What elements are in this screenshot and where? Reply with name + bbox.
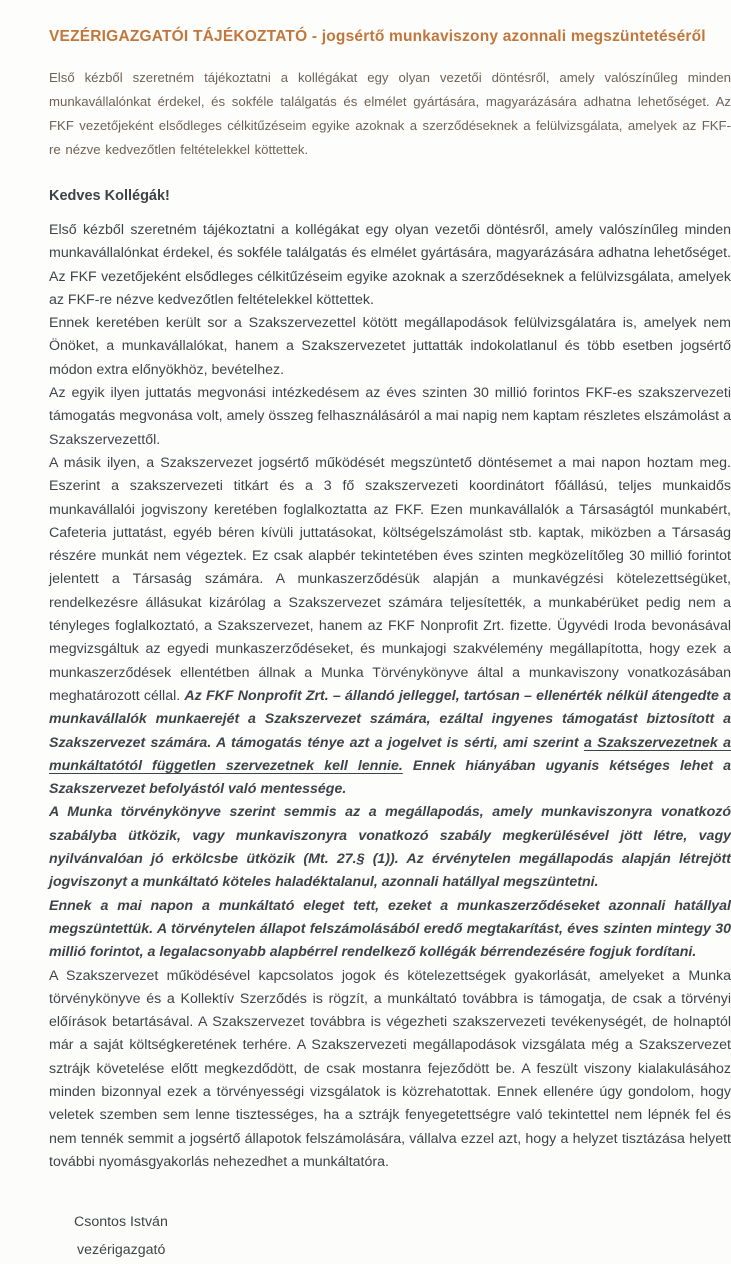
text-segment: A Munka törvénykönyve szerint semmis az a megállapodás, amely munkaviszonyra vonatkozó szabályba ütközik, vagy munkaviszonyra vonatkozó szabály megkerülésével jött létre, vagy nyilvánvalóan jó erkölcsbe ütközik (Mt. 27.§ (1)). Az érvénytelen megállapodás alapján létrejött jogviszonyt a munkáltató köteles haladéktalanul, azonnali hatállyal megszüntetni.	[49, 804, 731, 891]
lead-paragraph: Első kézből szeretném tájékoztatni a kollégákat egy olyan vezetői döntésről, amely valószínűleg minden munkavállalónkat érdekel, és sokféle találgatás és elmélet gyártására, magyarázására adhatna lehetőséget. Az FKF vezetőjeként elsődleges célkitűzéseim egyike azoknak a szerződéseknek a felülvizsgálata, amelyek az FKF-re nézve kedvezőtlen feltételekkel köttettek.	[49, 70, 731, 157]
text-segment: Az FKF Nonprofit Zrt. – állandó jelleggel, tartósan – ellenérték nélkül átengedte a munkavállalók munkaerejét a Szakszervezet számára, ezáltal ingyenes támogatást biztosított a Szakszervezet számára. A támogatás ténye azt a jogelvet is sérti, ami szerint	[49, 687, 731, 751]
text-segment: Első kézből szeretném tájékoztatni a kollégákat egy olyan vezetői döntésről, amely valószínűleg minden munkavállalónkat érdekel, és sokféle találgatás és elmélet gyártására, magyarázására adhatna lehetőséget. Az FKF vezetőjeként elsődleges célkitűzéseim egyike azoknak a szerződéseknek a felülvizsgálata, amelyek az FKF-re nézve kedvezőtlen feltételekkel köttettek.	[49, 222, 731, 308]
paragraph	[49, 965, 731, 1175]
text-segment: a Szakszervezetnek a munkáltatótól független szervezetnek kell lennie.	[49, 734, 731, 774]
paragraph	[49, 895, 731, 965]
page-title: VEZÉRIGAZGATÓI TÁJÉKOZTATÓ - jogsértő munkaviszony azonnali megszüntetéséről	[49, 28, 706, 45]
text-segment: A másik ilyen, a Szakszervezet jogsértő működését megszüntető döntésemet a mai napon hoztam meg. Eszerint a szakszervezeti titkárt és a 3 fő szakszervezeti koordinátort főállású, teljes munkaidős munkavállalói jogviszony keretében foglalkoztatta az FKF. Ezen munkavállalók a Társaságtól munkabért, Cafeteria juttatást, egyéb béren kívüli juttatásokat, költségelszámolást stb. kaptak, miközben a Társaság részére munkát nem végeztek. Ez csak alapbér tekintetében éves szinten megközelítőleg 30 millió forintot jelentett a Társaság számára. A munkaszerződésük alapján a munkavégzési kötelezettségüket, rendelkezésre állásukat kizárólag a Szakszervezet számára teljesítették, a munkabérüket pedig nem a tényleges foglalkoztató, a Szakszervezet, hanem az FKF Nonprofit Zrt. fizette. Ügyvédi Iroda bevonásával megvizsgáltuk az egyedi munkaszerződéseket, és munkajogi szakvélemény megállapította, hogy ezek a munkaszerződések ellentétben állnak a Munka Törvénykönyve által a munkaviszony vonatkozásában meghatározott céllal.	[49, 454, 731, 704]
text-segment: Az egyik ilyen juttatás megvonási intézkedésem az éves szinten 30 millió forintos FKF-es szakszervezeti támogatás megvonása volt, amely összeg felhasználásáról a mai napig nem kaptam részletes elszámolást a Szakszervezettől.	[49, 385, 731, 448]
document-body	[49, 219, 731, 1174]
paragraph	[49, 801, 731, 894]
paragraph	[49, 312, 731, 382]
signature-title: vezérigazgató	[77, 1242, 166, 1259]
greeting: Kedves Kollégák!	[49, 188, 170, 204]
text-segment: Ennek a mai napon a munkáltató eleget tett, ezeket a munkaszerződéseket azonnali hatállyal megszüntettük. A törvénytelen állapot felszámolásából eredő megtakarítást, éves szinten mintegy 30 millió forintot, a legalacsonyabb alapbérrel rendelkező kollégák bérrendezésére fogjuk fordítani.	[49, 897, 731, 961]
text-segment: Ennek hiányában ugyanis kétséges lehet a Szakszervezet befolyástól való mentessége.	[49, 757, 731, 798]
text-segment: Ennek keretében került sor a Szakszervezettel kötött megállapodások felülvizsgálatára is, amelyek nem Önöket, a munkavállalókat, hanem a Szakszervezetet juttatták indokolatlanul és több esetben jogsértő módon extra előnyökhöz, bevételhez.	[49, 315, 731, 378]
text-segment: A Szakszervezet működésével kapcsolatos jogok és kötelezettségek gyakorlását, amelyeket a Munka törvénykönyve és a Kollektív Szerződés is rögzít, a munkáltató továbbra is támogatja, de csak a törvényi előírások betartásával. A Szakszervezet továbbra is végezheti szakszervezeti tevékenységét, de holnaptól már a saját költségkeretének terhére. A Szakszervezeti megállapodások vizsgálata még a Szakszervezet sztrájk követelése előtt megkezdődött, de csak mostanra fejeződött be. A feszült viszony kialakulásához minden bizonnyal ezek a törvényességi vizsgálatok is közrehatottak. Ennek ellenére úgy gondolom, hogy veletek szemben sem lenne tisztességes, ha a sztrájk fenyegetettségre való tekintettel nem lépnék fel és nem tennék semmit a jogsértő állapotok felszámolására, vállalva ezzel azt, hogy a helyzet tisztázása helyett további nyomásgyakorlás nehezedhet a munkáltatóra.	[49, 967, 731, 1170]
signature-name: Csontos István	[74, 1214, 168, 1231]
paragraph	[49, 219, 731, 312]
signature-block	[74, 1208, 731, 1264]
paragraph	[49, 452, 731, 801]
paragraph	[49, 382, 731, 452]
